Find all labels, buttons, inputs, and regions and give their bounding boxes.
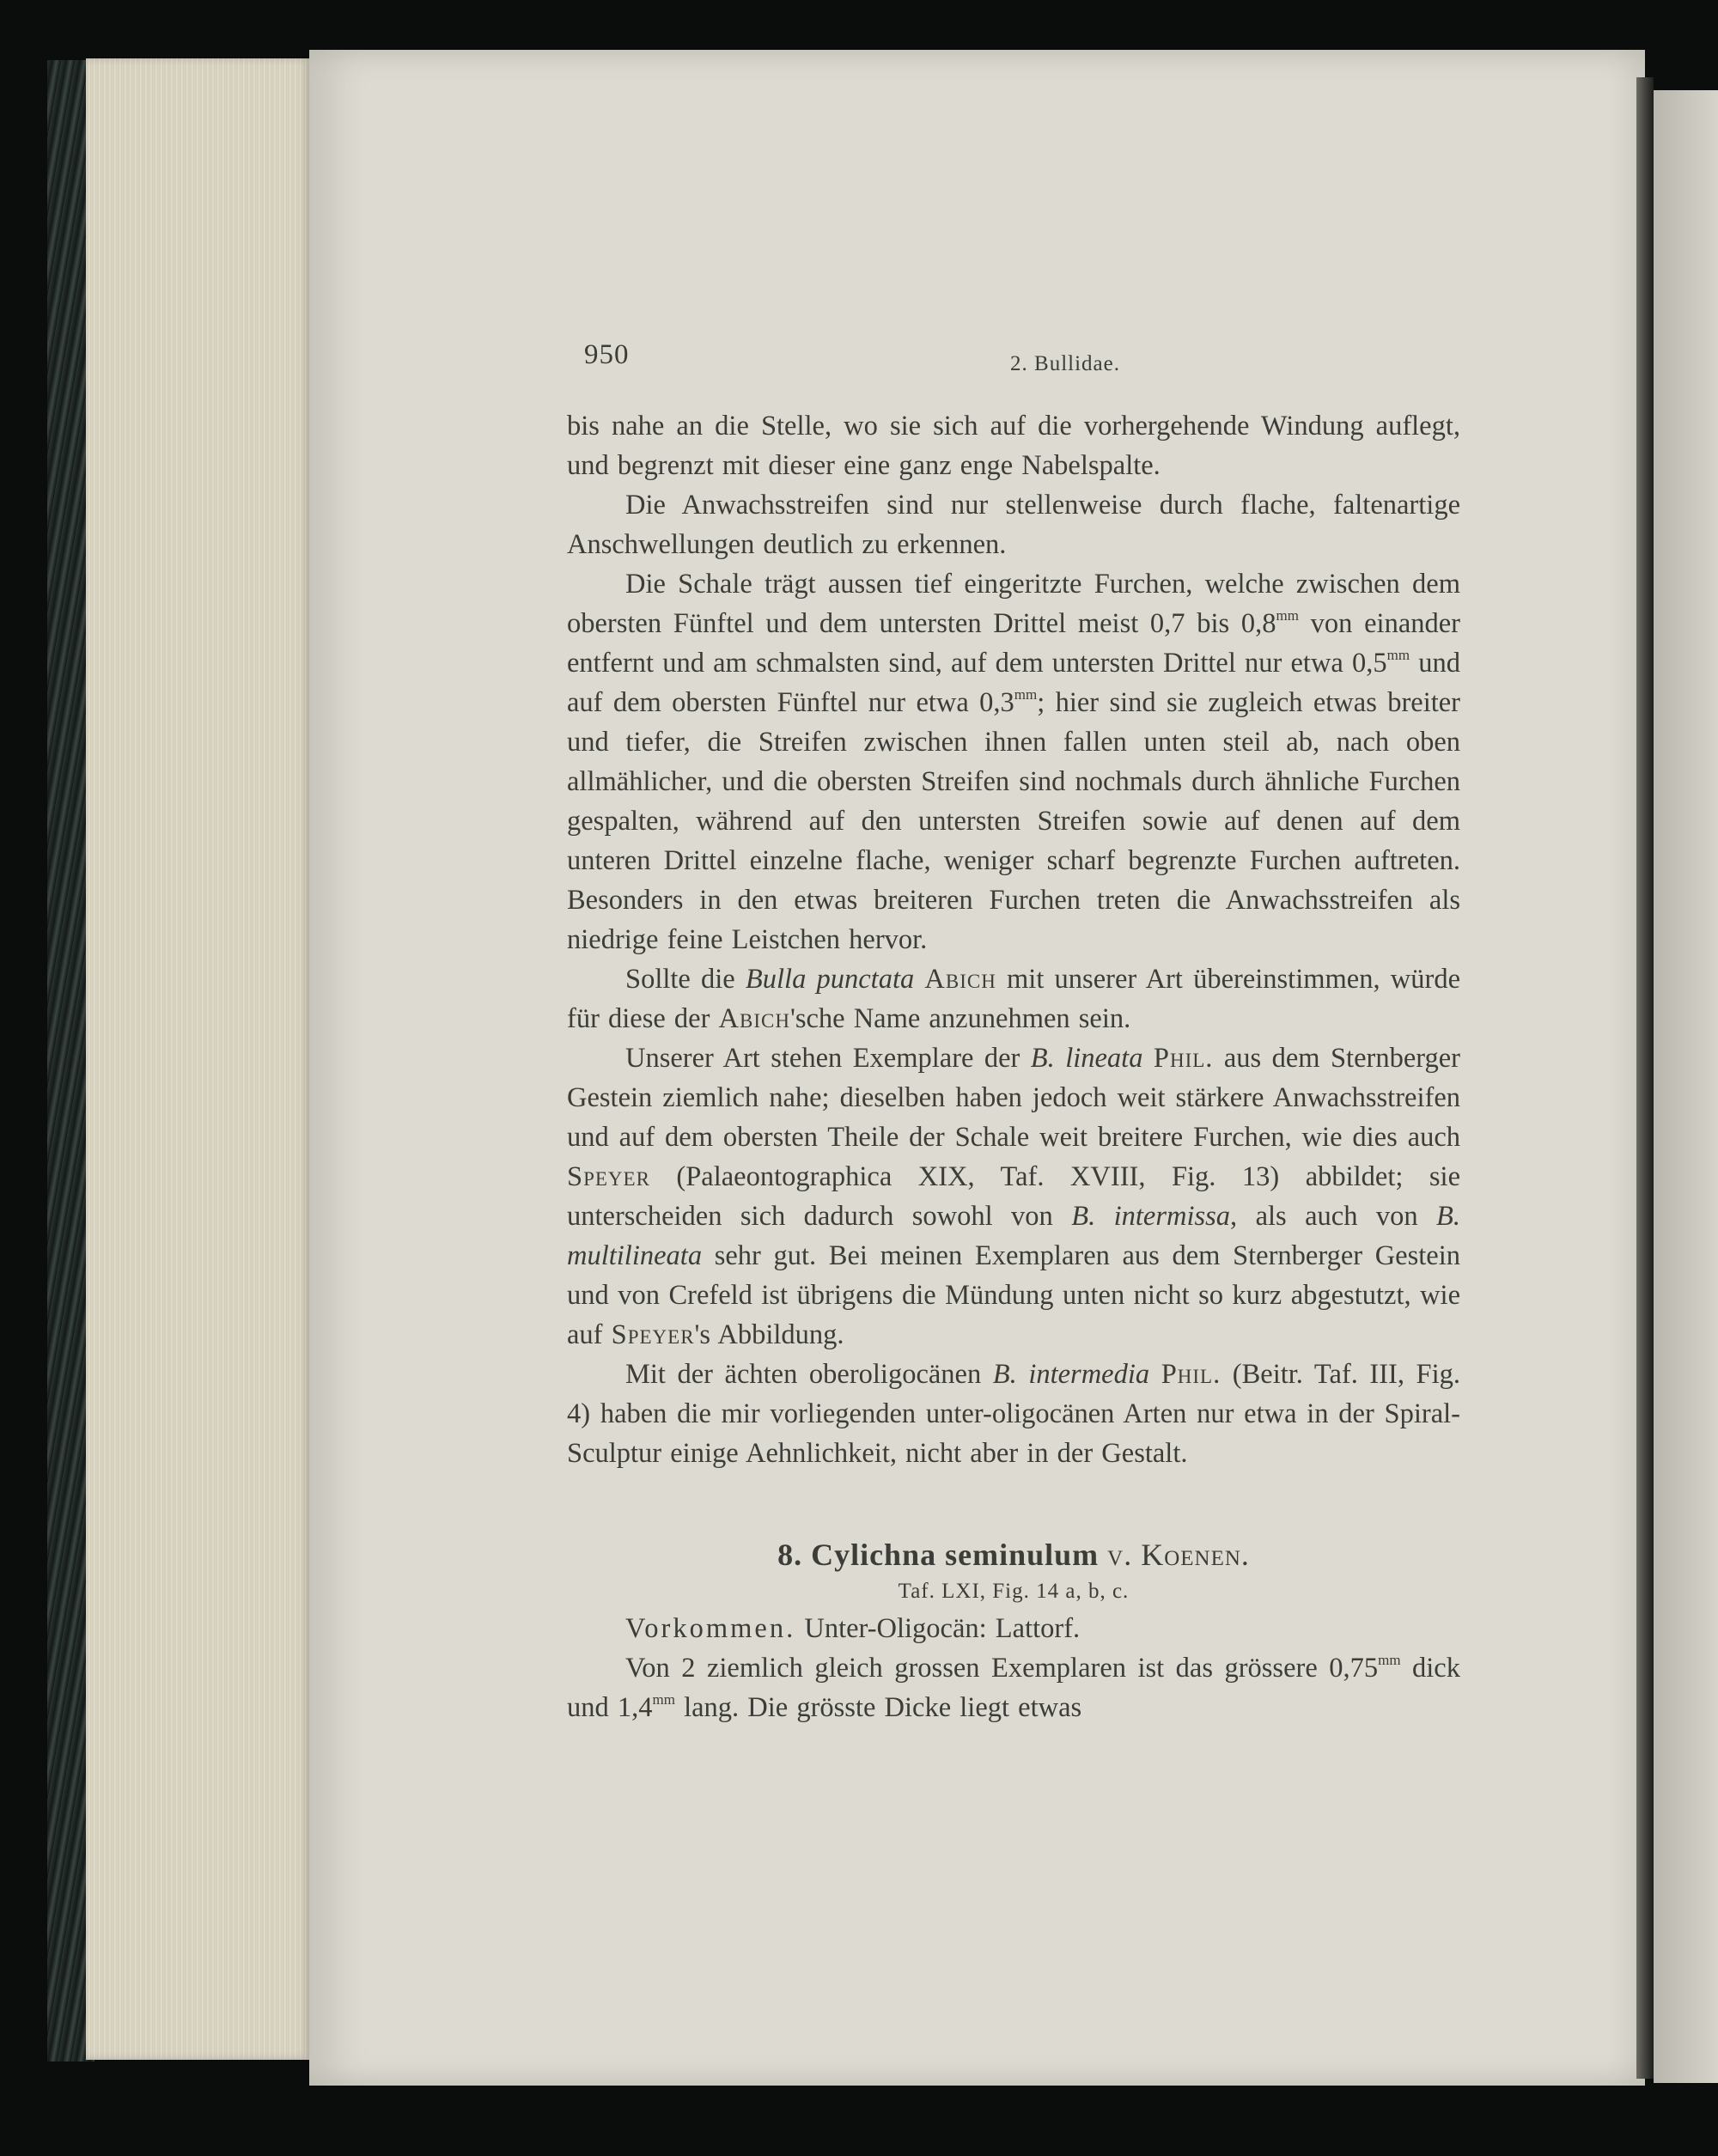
paragraph-comparison-lineata: Unserer Art stehen Exemplare der B. lineata Phil. aus dem Sternberger Gestein ziemlich nahe; dieselben haben jedoch weit stärkere Anwachsstreifen und auf dem obersten Theile der Schale weit breitere Furchen, wie dies auch Speyer (Palaeontographica XIX, Taf. XVIII, Fig. 13) abbildet; sie unterscheiden sich dadurch sowohl von B. intermissa, als auch von B. multilineata sehr gut. Bei meinen Exemplaren aus dem Sternberger Gestein und von Crefeld ist übrigens die Mündung unten nicht so kurz abgestutzt, wie auf Speyer's Abbildung. — [567, 1043, 1461, 1350]
page-edges — [86, 58, 311, 2060]
occurrence-label: Vorkommen. — [625, 1613, 796, 1644]
running-title: 2. Bullidae. — [1010, 352, 1120, 375]
paragraph-growth-lines: Die Anwachsstreifen sind nur stellenweise durch flache, faltenartige Anschwellungen deutlich zu erkennen. — [567, 490, 1460, 560]
running-head — [567, 339, 1460, 382]
facing-page — [1654, 90, 1718, 2083]
plate-reference: Taf. LXI, Fig. 14 a, b, c. — [898, 1580, 1130, 1603]
book-gutter — [1636, 77, 1654, 2079]
section-heading: 8. Cylichna seminulum v. Koenen. — [777, 1538, 1250, 1572]
paragraph-continuation: bis nahe an die Stelle, wo sie sich auf die vorhergehende Windung auflegt, und begrenzt mit dieser eine ganz enge Nabelspalte. — [567, 411, 1460, 481]
paragraph-dimensions: Von 2 ziemlich gleich grossen Exemplaren ist das grössere $0,75^{mm}$ dick und $1,4^{mm}$ lang. Die grösste Dicke liegt etwas — [567, 1652, 1460, 1723]
paragraph-occurrence: Vorkommen. Unter-Oligocän: Lattorf. — [625, 1613, 1081, 1644]
paragraph-shell-sculpture: Die Schale trägt aussen tief eingeritzte Furchen, welche zwischen dem obersten Fünftel und dem untersten Drittel meist 0,7 bis $0,8^{mm}$ von einander entfernt und am schmalsten sind, auf dem untersten Drittel nur etwa $0,5^{mm}$ und auf dem obersten Fünftel nur etwa $0,3^{mm}$; hier sind sie zugleich etwas breiter und tiefer, die Streifen zwischen ihnen fallen unten steil ab, nach oben allmählicher, und die obersten Streifen sind nochmals durch ähnliche Furchen gespalten, während auf den untersten Streifen sowie auf denen auf dem unteren Drittel einzelne flache, weniger scharf begrenzte Furchen auftreten. Besonders in den etwas breiteren Furchen treten die Anwachsstreifen als niedrige feine Leistchen hervor. — [567, 569, 1461, 955]
paragraph-bulla-punctata: Sollte die Bulla punctata Abich mit unserer Art übereinstimmen, würde für diese der Abich'sche Name anzunehmen sein. — [567, 964, 1460, 1034]
page-number: 950 — [584, 339, 630, 370]
page-body — [567, 406, 1460, 1727]
paragraph-comparison-intermedia: Mit der ächten oberoligocänen B. intermedia Phil. (Beitr. Taf. III, Fig. 4) haben die mir vorliegenden unter-oligocänen Arten nur etwa in der Spiral-Sculptur einige Aehnlichkeit, nicht aber in der Gestalt. — [567, 1359, 1461, 1469]
text-area — [567, 339, 1460, 1885]
